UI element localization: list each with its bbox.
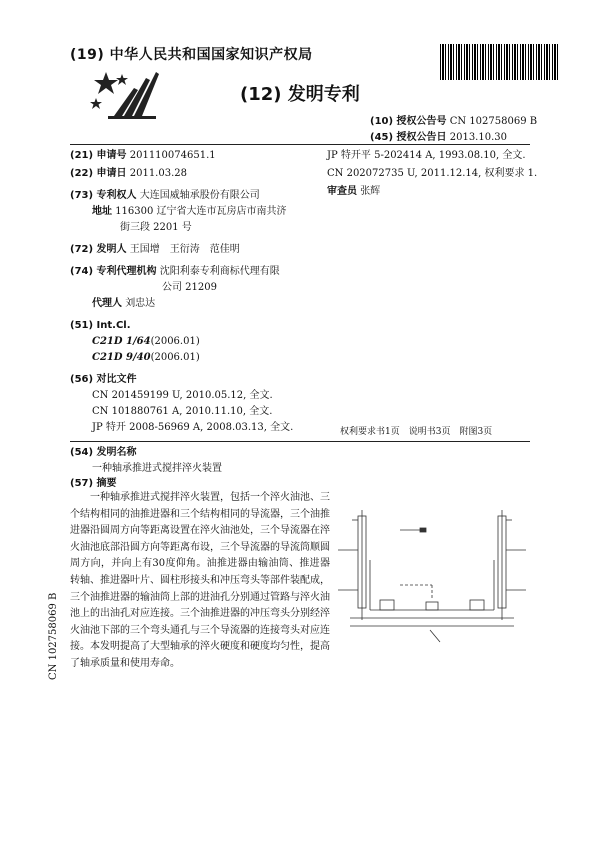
sipo-logo (88, 68, 160, 128)
inventor-row (70, 242, 240, 258)
address-line-1: 116300 辽宁省大连市瓦房店市南共济 (115, 206, 287, 217)
examiner-row (327, 184, 380, 200)
invention-title: 一种轴承推进式搅拌淬火装置 (92, 463, 222, 474)
inventors: 王国增 王衍涛 范佳明 (129, 244, 240, 255)
technical-drawing (330, 490, 540, 654)
address-line-2: 街三段 2201 号 (120, 222, 192, 233)
patentee: 大连国威轴承股份有限公司 (139, 190, 260, 201)
title-label: (54) 发明名称 (70, 447, 137, 458)
intcl-year: (2006.01) (150, 352, 200, 363)
application-date-label: (22) 申请日 (70, 168, 127, 179)
references-label: (56) 对比文件 (70, 374, 137, 385)
intcl-row (92, 350, 200, 366)
examiner-label: 审查员 (327, 186, 357, 197)
barcode (440, 44, 560, 80)
reference-item: JP 特开平 5-202414 A, 1993.08.10, 全文. (327, 150, 526, 161)
grant-date: 2013.10.30 (449, 132, 507, 143)
grant-number-label: (10) 授权公告号 (370, 116, 447, 127)
application-date-row (70, 166, 187, 182)
intcl-year: (2006.01) (150, 336, 200, 347)
agent: 刘忠达 (125, 298, 156, 309)
grant-number: CN 102758069 B (449, 116, 538, 127)
patentee-row (70, 188, 260, 204)
application-number: 201110074651.1 (129, 150, 216, 161)
intcl-code: C21D 1/64 (92, 336, 151, 347)
reference-item: JP 特开 2008-56969 A, 2008.03.13, 全文. (92, 422, 294, 433)
address-row (92, 204, 287, 220)
intcl-code: C21D 9/40 (92, 352, 151, 363)
agent-row (92, 296, 155, 312)
agent-label: 代理人 (92, 298, 122, 309)
side-publication-number: CN 102758069 B (48, 592, 59, 680)
agency-line-1: 沈阳利泰专利商标代理有限 (159, 266, 280, 277)
grant-date-label: (45) 授权公告日 (370, 132, 447, 143)
agency-row (70, 264, 280, 280)
agency-line-2: 公司 21209 (162, 282, 217, 293)
grant-date-row (370, 128, 507, 143)
address-label: 地址 (92, 206, 112, 217)
reference-item: CN 201459199 U, 2010.05.12, 全文. (92, 390, 273, 401)
examiner: 张辉 (360, 186, 381, 197)
application-number-row (70, 148, 216, 164)
application-number-label: (21) 申请号 (70, 150, 127, 161)
agency-label: (74) 专利代理机构 (70, 266, 157, 277)
reference-item: CN 202072735 U, 2011.12.14, 权利要求 1. (327, 168, 538, 179)
document-type: (12) 发明专利 (240, 84, 360, 105)
pages-info: 权利要求书1页 说明书3页 附图3页 (340, 427, 493, 437)
grant-number-row (370, 112, 537, 127)
abstract-text: 一种轴承推进式搅拌淬火装置，包括一个淬火油池、三个结构相同的油推进器和三个结构相同的导流器，三个油推进器沿圆周方向等距离设置在淬火油池处，三个导流器在淬火油池底部沿圆方向等距离布设，三个导流器的导流筒顺圆周方向，并向上有30度仰角。油推进器由输油筒、推进器转轴、推进器叶片、圆柱形接头和冲压弯头等部件装配成，三个油推进器的输油筒上部的进油孔分别通过管路与淬火油池上的出油孔对应连接。三个油推进器的冲压弯头分别经淬火油池下部的三个弯头通孔与三个导流器的连接弯头对应连接。本发明提高了大型轴承的淬火硬度和硬度均匀性，提高了轴承质量和使用寿命。 (70, 492, 330, 669)
reference-item: CN 101880761 A, 2010.11.10, 全文. (92, 406, 273, 417)
section-divider (70, 441, 530, 442)
abstract-label: (57) 摘要 (70, 478, 117, 489)
inventor-label: (72) 发明人 (70, 244, 127, 255)
intcl-row (92, 334, 200, 350)
application-date: 2011.03.28 (129, 168, 187, 179)
office-name: (19) 中华人民共和国国家知识产权局 (70, 47, 313, 63)
patentee-label: (73) 专利权人 (70, 190, 137, 201)
header-divider (70, 144, 530, 145)
intcl-label: (51) Int.Cl. (70, 320, 131, 331)
